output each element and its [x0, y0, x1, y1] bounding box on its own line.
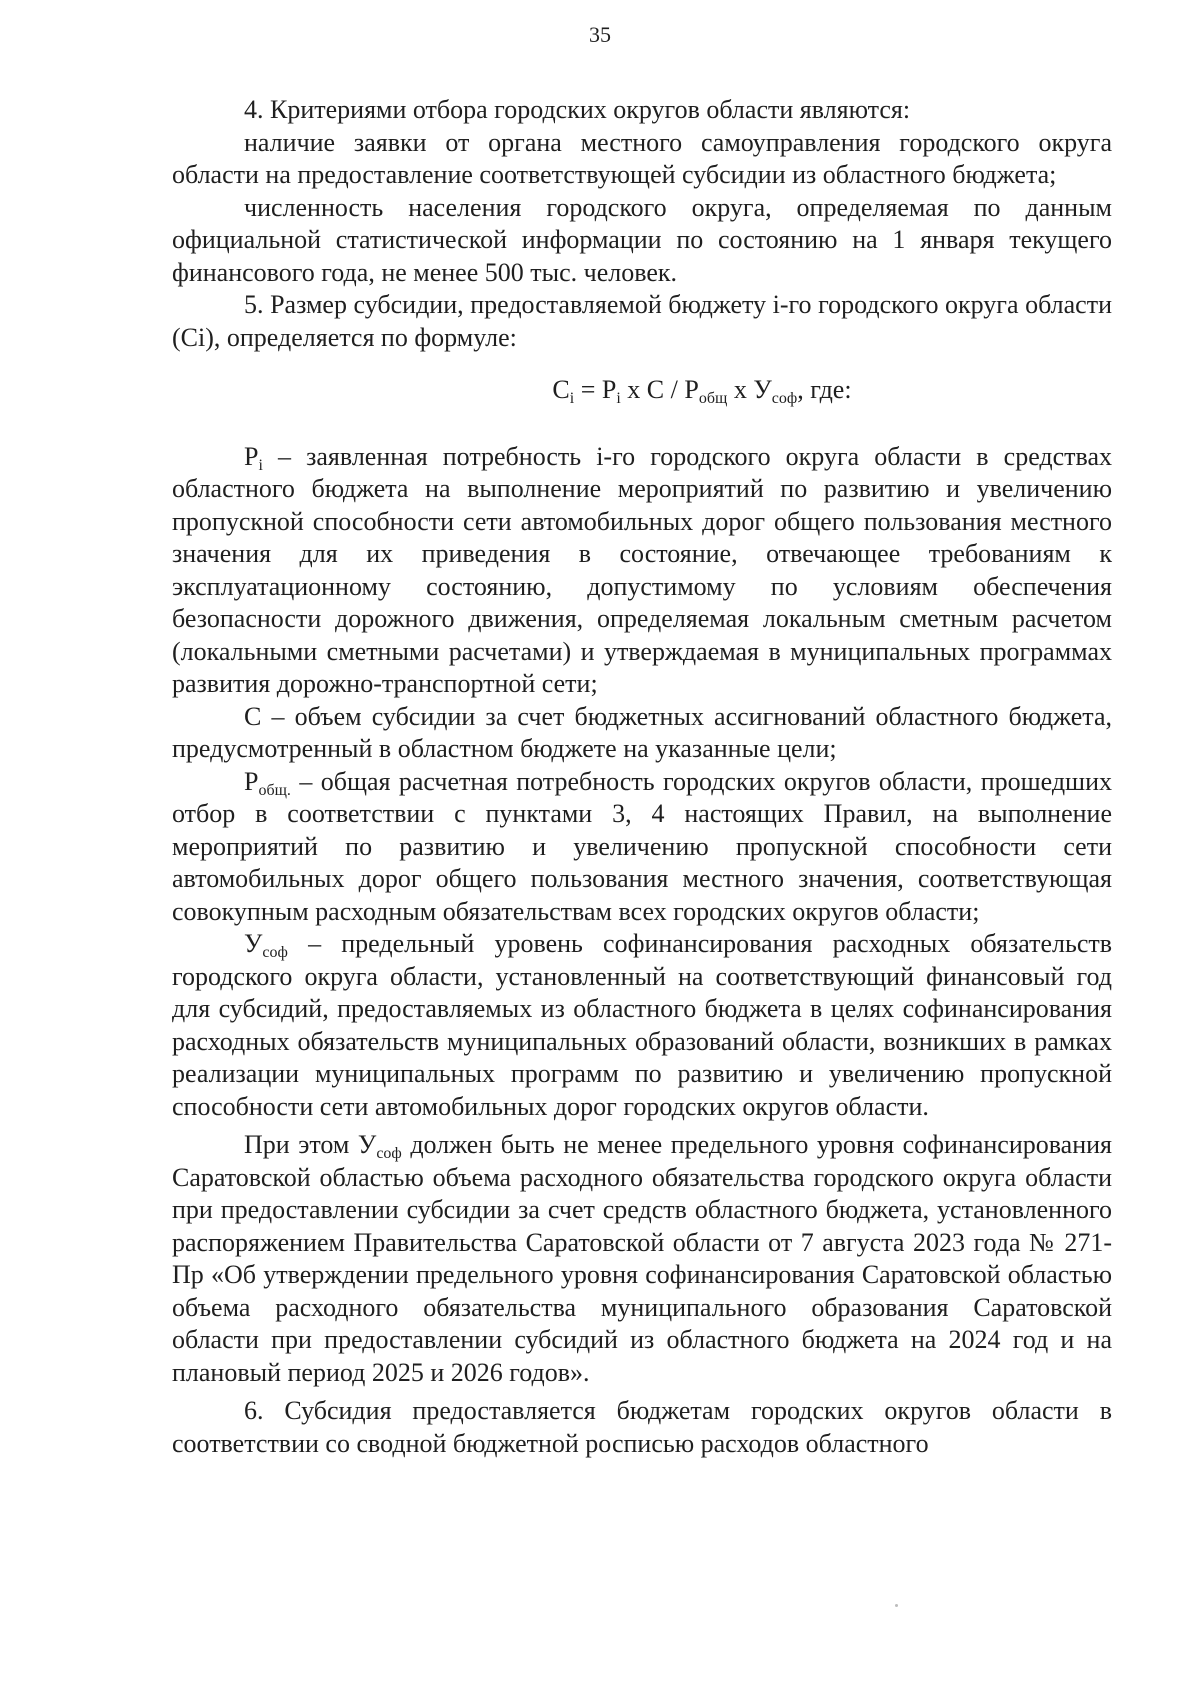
formula-ptotal-subscript: общ	[698, 390, 728, 407]
definition-pi-text: – заявленная потребность i-го городского округа области в средствах областного бюджета на выполнение мероприятий по развитию и увеличению пропускной способности сети автомобильных дорог общего пользования местного значения для их приведения в состояние, отвечающее требованиям к эксплуатационному состоянию, допустимому по условиям обеспечения безопасности дорожного движения, определяемая локальным сметным расчетом (локальными сметными расчетами) и утверждаемая в муниципальных программах развития дорожно-транспортной сети;	[172, 441, 1112, 698]
paragraph-4-criterion-population: численность населения городского округа, определяемая по данным официальной статистической информации по состоянию на 1 января текущего финансового года, не менее 500 тыс. человек.	[172, 192, 1112, 287]
definition-c: C – объем субсидии за счет бюджетных ассигнований областного бюджета, предусмотренный в областном бюджете на указанные цели;	[172, 701, 1112, 763]
definition-pi-symbol: P	[244, 441, 259, 471]
definition-usof	[172, 928, 1112, 1123]
document-body	[172, 94, 1112, 1460]
note-usof-subscript: соф	[376, 1145, 402, 1162]
formula-pi-subscript: i	[616, 390, 621, 407]
definition-ptotal-symbol: P	[244, 766, 259, 796]
note-usof-symbol: У	[357, 1130, 377, 1159]
definition-usof-subscript: соф	[262, 944, 288, 961]
paragraph-6: 6. Субсидия предоставляется бюджетам городских округов области в соответствии со сводной бюджетной росписью расходов областного	[172, 1396, 1112, 1458]
formula-where: , где:	[797, 375, 852, 404]
formula-pi: P	[601, 375, 617, 404]
note-prefix: При этом	[244, 1130, 358, 1159]
definition-usof-symbol: У	[244, 929, 263, 958]
scan-speck	[895, 1604, 898, 1607]
paragraph-4-heading: 4. Критериями отбора городских округов области являются:	[244, 95, 911, 124]
definition-ptotal-subscript: общ.	[258, 781, 291, 799]
formula-times-c-div: x C /	[620, 375, 685, 404]
formula-ci-subscript: i	[569, 390, 575, 407]
note-text: должен быть не менее предельного уровня софинансирования Саратовской областью объема расходного обязательства городского округа области при предоставлении субсидии за счет средств областного бюджета, установленного распоряжением Правительства Саратовской области от 7 августа 2023 года № 271-Пр «Об утверждении предельного уровня софинансирования Саратовской областью объема расходного обязательства муниципального образования Саратовской области при предоставлении субсидий из областного бюджета на 2024 год и на плановый период 2025 и 2026 годов».	[172, 1130, 1112, 1387]
definition-pi-subscript: i	[258, 456, 263, 474]
definition-pi	[172, 441, 1112, 701]
formula-times: x	[727, 375, 754, 404]
formula-usof: У	[753, 375, 772, 404]
paragraph-4-criterion-application: наличие заявки от органа местного самоуправления городского округа области на предоставление соответствующей субсидии из областного бюджета;	[172, 127, 1112, 189]
formula-usof-subscript: соф	[771, 390, 798, 407]
definition-ptotal-text: – общая расчетная потребность городских округов области, прошедших отбор в соответствии с пунктами 3, 4 настоящих Правил, на выполнение мероприятий по развитию и увеличению пропускной способности сети автомобильных дорог общего пользования местного значения, соответствующая совокупным расходным обязательствам всех городских округов области;	[172, 766, 1112, 926]
definition-ptotal	[172, 766, 1112, 929]
formula-equals: =	[574, 375, 602, 404]
paragraph-5-heading: 5. Размер субсидии, предоставляемой бюджету i-го городского округа области (Ci), определяется по формуле:	[172, 290, 1112, 352]
cofinancing-note	[172, 1129, 1112, 1389]
subsidy-formula	[172, 374, 1112, 407]
page-number: 35	[589, 22, 611, 47]
formula-ptotal: P	[684, 375, 699, 404]
definition-usof-text: – предельный уровень софинансирования расходных обязательств городского округа области, установленный на соответствующий финансовый год для субсидий, предоставляемых из областного бюджета в целях софинансирования расходных обязательств муниципальных образований области, возникших в рамках реализации муниципальных программ по развитию и увеличению пропускной способности сети автомобильных дорог городских округов области.	[172, 929, 1112, 1121]
formula-ci: C	[552, 375, 570, 404]
